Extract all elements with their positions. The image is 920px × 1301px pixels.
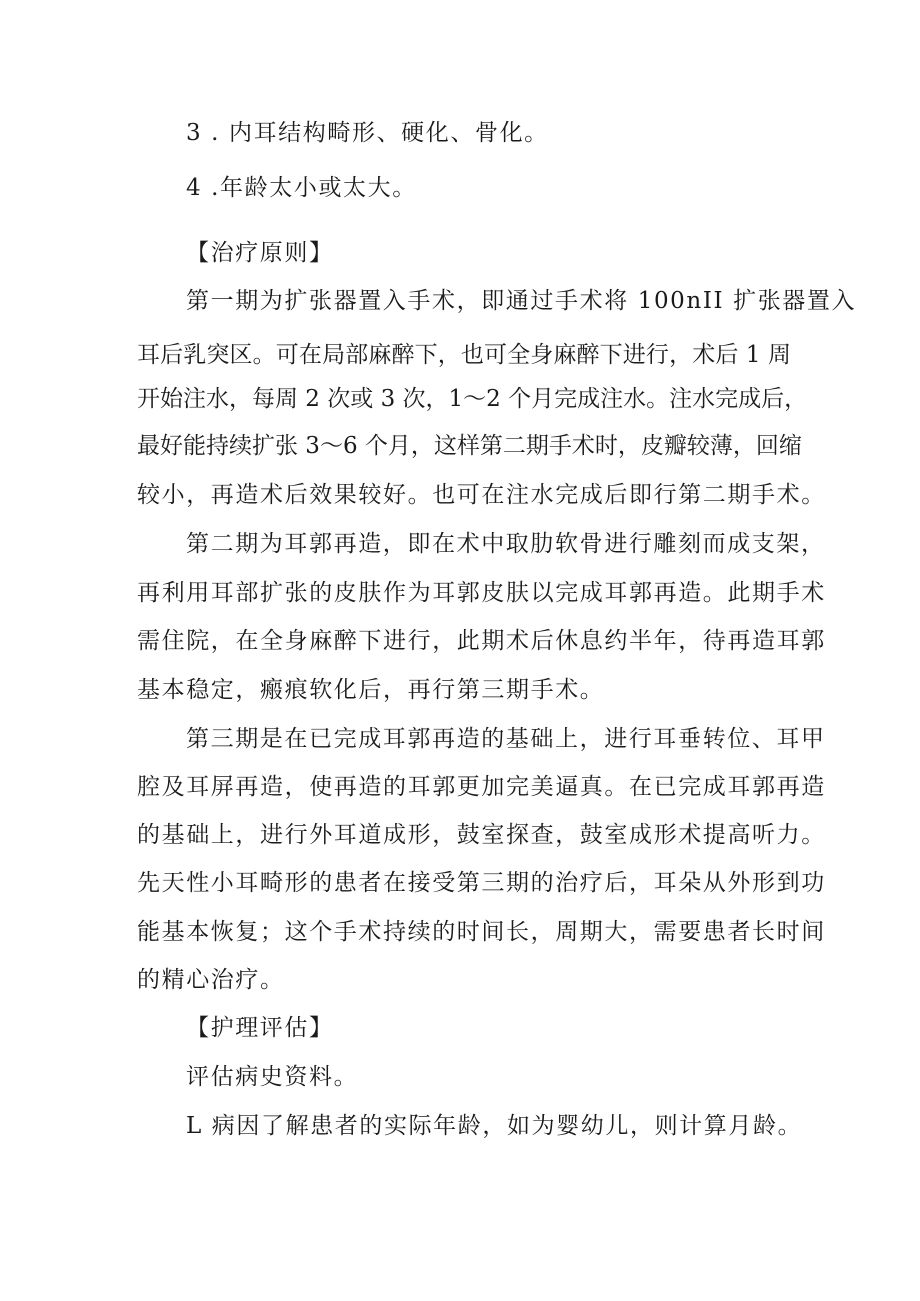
para3-line-1: 第三期是在已完成耳郭再造的基础上，进行耳垂转位、耳甲: [186, 726, 826, 752]
para1-line-5: 较小，再造术后效果较好。也可在注水完成后即行第二期手术。: [137, 482, 826, 508]
para1-line-1: 第一期为扩张器置入手术，即通过手术将 100nII 扩张器置入: [186, 288, 857, 314]
treatment-heading: 【治疗原则】: [186, 240, 334, 266]
para2-line-3: 需住院，在全身麻醉下进行，此期术后休息约半年，待再造耳郭: [137, 628, 826, 654]
assessment-heading: 【护理评估】: [186, 1015, 334, 1041]
list-item-4: 4 .年龄太小或太大。: [186, 175, 417, 201]
para2-line-4: 基本稳定，瘢痕软化后，再行第三期手术。: [137, 677, 605, 703]
assessment-item-1: L 病因了解患者的实际年龄，如为婴幼儿，则计算月龄。: [186, 1113, 803, 1139]
para2-line-2: 再利用耳部扩张的皮肤作为耳郭皮肤以完成耳郭再造。此期手术: [137, 580, 826, 606]
list-item-3: 3 . 内耳结构畸形、硬化、骨化。: [186, 120, 549, 146]
para3-line-3: 的基础上，进行外耳道成形，鼓室探查，鼓室成形术提高听力。: [137, 822, 826, 848]
para1-line-3: 开始注水，每周 2 次或 3 次，1～2 个月完成注水。注水完成后，: [137, 386, 808, 412]
para2-line-1: 第二期为耳郭再造，即在术中取肋软骨进行雕刻而成支架，: [186, 531, 826, 557]
para3-line-5: 能基本恢复；这个手术持续的时间长，周期大，需要患者长时间: [137, 919, 826, 945]
para3-line-2: 腔及耳屏再造，使再造的耳郭更加完美逼真。在已完成耳郭再造: [137, 774, 826, 800]
para1-line-4: 最好能持续扩张 3～6 个月，这样第二期手术时，皮瓣较薄，回缩: [137, 433, 802, 459]
para1-line-2: 耳后乳突区。可在局部麻醉下，也可全身麻醉下进行，术后 1 周: [137, 342, 791, 368]
assessment-subheading: 评估病史资料。: [186, 1064, 359, 1090]
para3-line-6: 的精心治疗。: [137, 967, 285, 993]
para3-line-4: 先天性小耳畸形的患者在接受第三期的治疗后，耳朵从外形到功: [137, 870, 826, 896]
